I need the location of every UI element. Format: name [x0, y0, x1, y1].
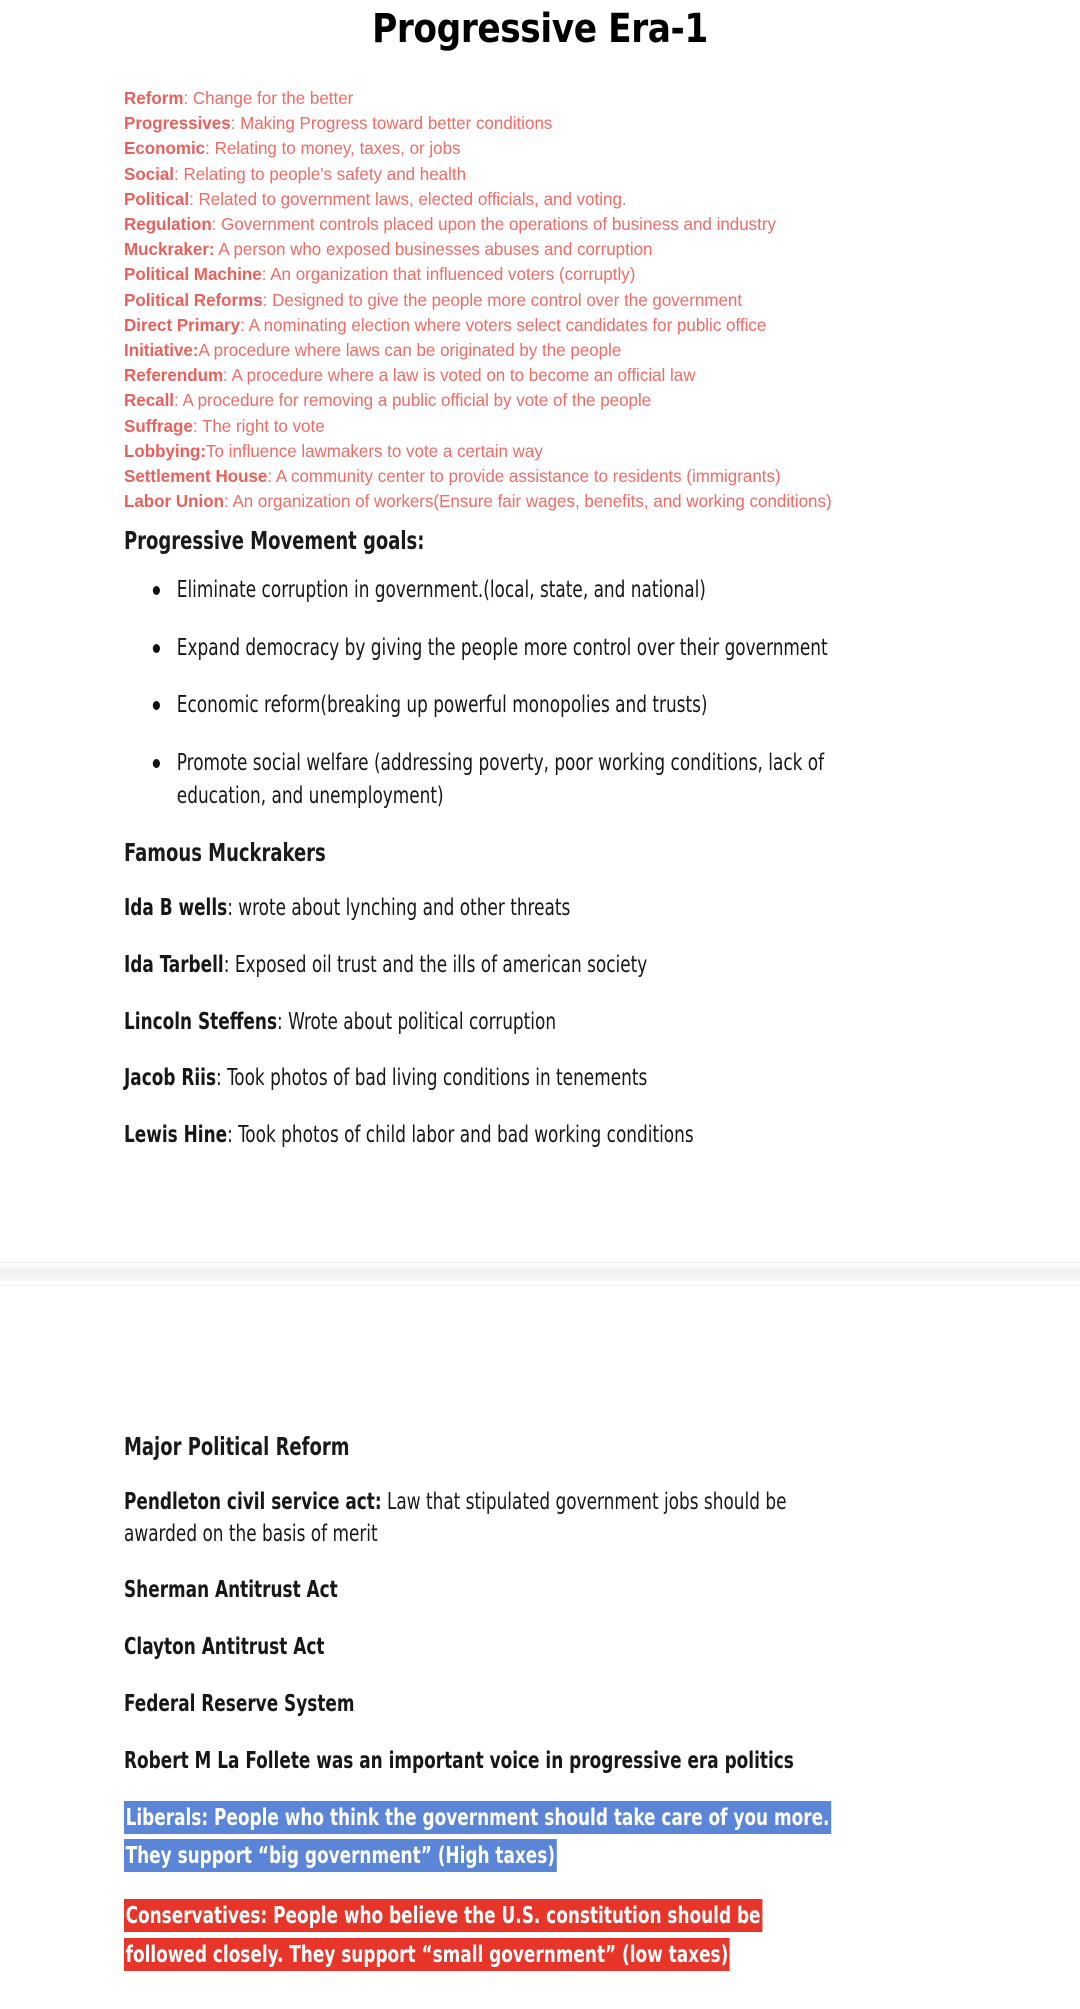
vocabulary-term: Regulation	[124, 214, 212, 235]
vocabulary-item	[124, 187, 993, 212]
vocabulary-term: Social	[124, 163, 175, 184]
vocabulary-item	[124, 212, 993, 237]
vocabulary-term: Initiative:	[124, 340, 199, 361]
vocabulary-item	[124, 338, 993, 363]
vocabulary-separator: :	[183, 88, 193, 108]
vocabulary-item	[124, 237, 993, 262]
muckraker-entry	[124, 892, 841, 924]
vocabulary-term: Suffrage	[124, 415, 193, 436]
muckraker-name: Jacob Riis	[124, 1063, 217, 1092]
vocabulary-separator: :	[230, 113, 241, 134]
list-item: Promote social welfare (addressing poverty, poor working conditions, lack of education, and unemployment)	[124, 746, 841, 813]
reform-act-item	[124, 1574, 841, 1606]
vocabulary-item	[124, 136, 993, 161]
vocabulary-separator: :	[174, 390, 183, 411]
reform-act-label: Sherman Antitrust Act	[124, 1575, 338, 1604]
vocabulary-term: Lobbying:	[124, 440, 207, 461]
conservatives-highlight-text: Conservatives: People who believe the U.S. constitution should be followed closely. They support “small government” (low taxes)	[124, 1899, 762, 1970]
vocabulary-item	[124, 414, 993, 439]
vocabulary-definition: The right to vote	[201, 415, 325, 436]
muckraker-entry	[124, 1006, 841, 1038]
vocabulary-separator: :	[262, 289, 273, 310]
pendleton-entry	[124, 1486, 841, 1549]
vocabulary-separator: :	[211, 214, 222, 235]
vocabulary-item	[124, 111, 993, 136]
vocabulary-definition: A procedure where a law is voted on to become an official law	[231, 365, 696, 386]
vocabulary-definition: Designed to give the people more control over the government	[272, 289, 743, 310]
muckraker-name: Ida Tarbell	[124, 949, 224, 978]
vocabulary-term: Settlement House	[124, 466, 268, 487]
reform-act-item	[124, 1745, 841, 1777]
muckraker-name: Lewis Hine	[124, 1120, 228, 1149]
muckraker-name: Lincoln Steffens	[124, 1006, 278, 1035]
vocabulary-term: Political	[124, 188, 190, 209]
muckraker-description: Exposed oil trust and the ills of american society	[234, 949, 648, 978]
muckraker-separator: :	[277, 1006, 289, 1035]
muckraker-description: Wrote about political corruption	[288, 1006, 557, 1035]
vocabulary-term: Economic	[124, 138, 206, 159]
vocabulary-item	[124, 288, 993, 313]
reform-heading: Major Political Reform	[124, 1432, 350, 1461]
vocabulary-separator: :	[223, 365, 232, 386]
vocabulary-list	[124, 86, 993, 514]
vocabulary-separator: :	[189, 188, 199, 209]
page-title: Progressive Era-1	[372, 6, 708, 52]
vocabulary-term: Progressives	[124, 113, 231, 134]
vocabulary-item	[124, 439, 993, 464]
vocabulary-definition: Change for the better	[192, 88, 354, 108]
muckraker-description: Took photos of child labor and bad working conditions	[238, 1120, 694, 1149]
list-item: Expand democracy by giving the people more control over their government	[124, 631, 841, 664]
vocabulary-definition: Relating to people's safety and health	[183, 163, 467, 184]
vocabulary-definition: Government controls placed upon the operations of business and industry	[221, 214, 777, 235]
muckraker-separator: :	[227, 1120, 239, 1149]
vocabulary-item	[124, 86, 993, 111]
list-item: Economic reform(breaking up powerful monopolies and trusts)	[124, 688, 841, 721]
vocabulary-item	[124, 313, 993, 338]
muckraker-separator: :	[223, 949, 235, 978]
page-break-separator	[0, 1262, 1080, 1286]
reform-act-label: Federal Reserve System	[124, 1688, 355, 1717]
vocabulary-item	[124, 162, 993, 187]
vocabulary-definition: Relating to money, taxes, or jobs	[214, 138, 461, 159]
muckraker-entry	[124, 1062, 841, 1094]
vocabulary-definition: A procedure for removing a public official by vote of the people	[182, 390, 652, 411]
pendleton-description: Law that stipulated government jobs should be awarded on the basis of merit	[124, 1487, 787, 1547]
vocabulary-term: Recall	[124, 390, 175, 411]
vocabulary-definition: An organization of workers(Ensure fair wages, benefits, and working conditions)	[232, 491, 832, 512]
vocabulary-item	[124, 363, 993, 388]
muckraker-separator: :	[216, 1063, 228, 1092]
vocabulary-definition: A community center to provide assistance to residents (immigrants)	[275, 466, 781, 487]
vocabulary-item	[124, 388, 993, 413]
vocabulary-separator: :	[223, 491, 233, 512]
reform-act-label: Clayton Antitrust Act	[124, 1632, 325, 1661]
vocabulary-definition: A nominating election where voters select candidates for public office	[248, 314, 767, 335]
muckraker-entry	[124, 949, 841, 981]
vocabulary-term: Muckraker:	[124, 239, 215, 260]
vocabulary-separator: :	[240, 314, 249, 335]
vocabulary-item	[124, 489, 993, 514]
vocabulary-definition: Related to government laws, elected officials, and voting.	[198, 188, 627, 209]
vocabulary-term: Political Reforms	[124, 289, 263, 310]
vocabulary-term: Labor Union	[124, 491, 224, 512]
list-item: Eliminate corruption in government.(local, state, and national)	[124, 573, 841, 606]
document-page-2	[0, 1286, 1080, 2009]
liberals-highlight-text: Liberals: People who think the government should take care of you more. They support “big government” (High taxes)	[124, 1801, 831, 1872]
vocabulary-separator: :	[192, 415, 202, 436]
vocabulary-definition: A person who exposed businesses abuses and corruption	[218, 239, 653, 260]
liberals-highlight-block	[124, 1798, 841, 1874]
muckraker-description: Took photos of bad living conditions in tenements	[227, 1063, 648, 1092]
vocabulary-term: Reform	[124, 88, 184, 108]
goals-list	[124, 573, 1020, 812]
vocabulary-definition: Making Progress toward better conditions	[240, 113, 553, 134]
vocabulary-item	[124, 464, 993, 489]
muckraker-separator: :	[227, 893, 239, 922]
muckrakers-heading: Famous Muckrakers	[124, 838, 326, 868]
conservatives-highlight-block	[124, 1896, 841, 1972]
vocabulary-term: Political Machine	[124, 264, 262, 285]
vocabulary-definition: A procedure where laws can be originated by the people	[198, 340, 622, 361]
vocabulary-definition: To influence lawmakers to vote a certain way	[206, 440, 543, 461]
vocabulary-term: Direct Primary	[124, 314, 241, 335]
reform-act-item	[124, 1688, 841, 1720]
vocabulary-separator: :	[261, 264, 271, 285]
reform-act-item	[124, 1631, 841, 1663]
reform-act-label: Robert M La Follete was an important voice in progressive era politics	[124, 1745, 794, 1774]
muckraker-entry	[124, 1119, 841, 1151]
goals-heading: Progressive Movement goals:	[124, 526, 425, 556]
vocabulary-separator: :	[267, 466, 276, 487]
vocabulary-term: Referendum	[124, 365, 224, 386]
vocabulary-item	[124, 262, 993, 287]
vocabulary-separator: :	[174, 163, 184, 184]
pendleton-name: Pendleton civil service act:	[124, 1487, 382, 1515]
muckraker-name: Ida B wells	[124, 893, 228, 922]
vocabulary-separator: :	[205, 138, 215, 159]
muckraker-description: wrote about lynching and other threats	[238, 893, 571, 922]
vocabulary-definition: An organization that influenced voters (corruptly)	[270, 264, 636, 285]
